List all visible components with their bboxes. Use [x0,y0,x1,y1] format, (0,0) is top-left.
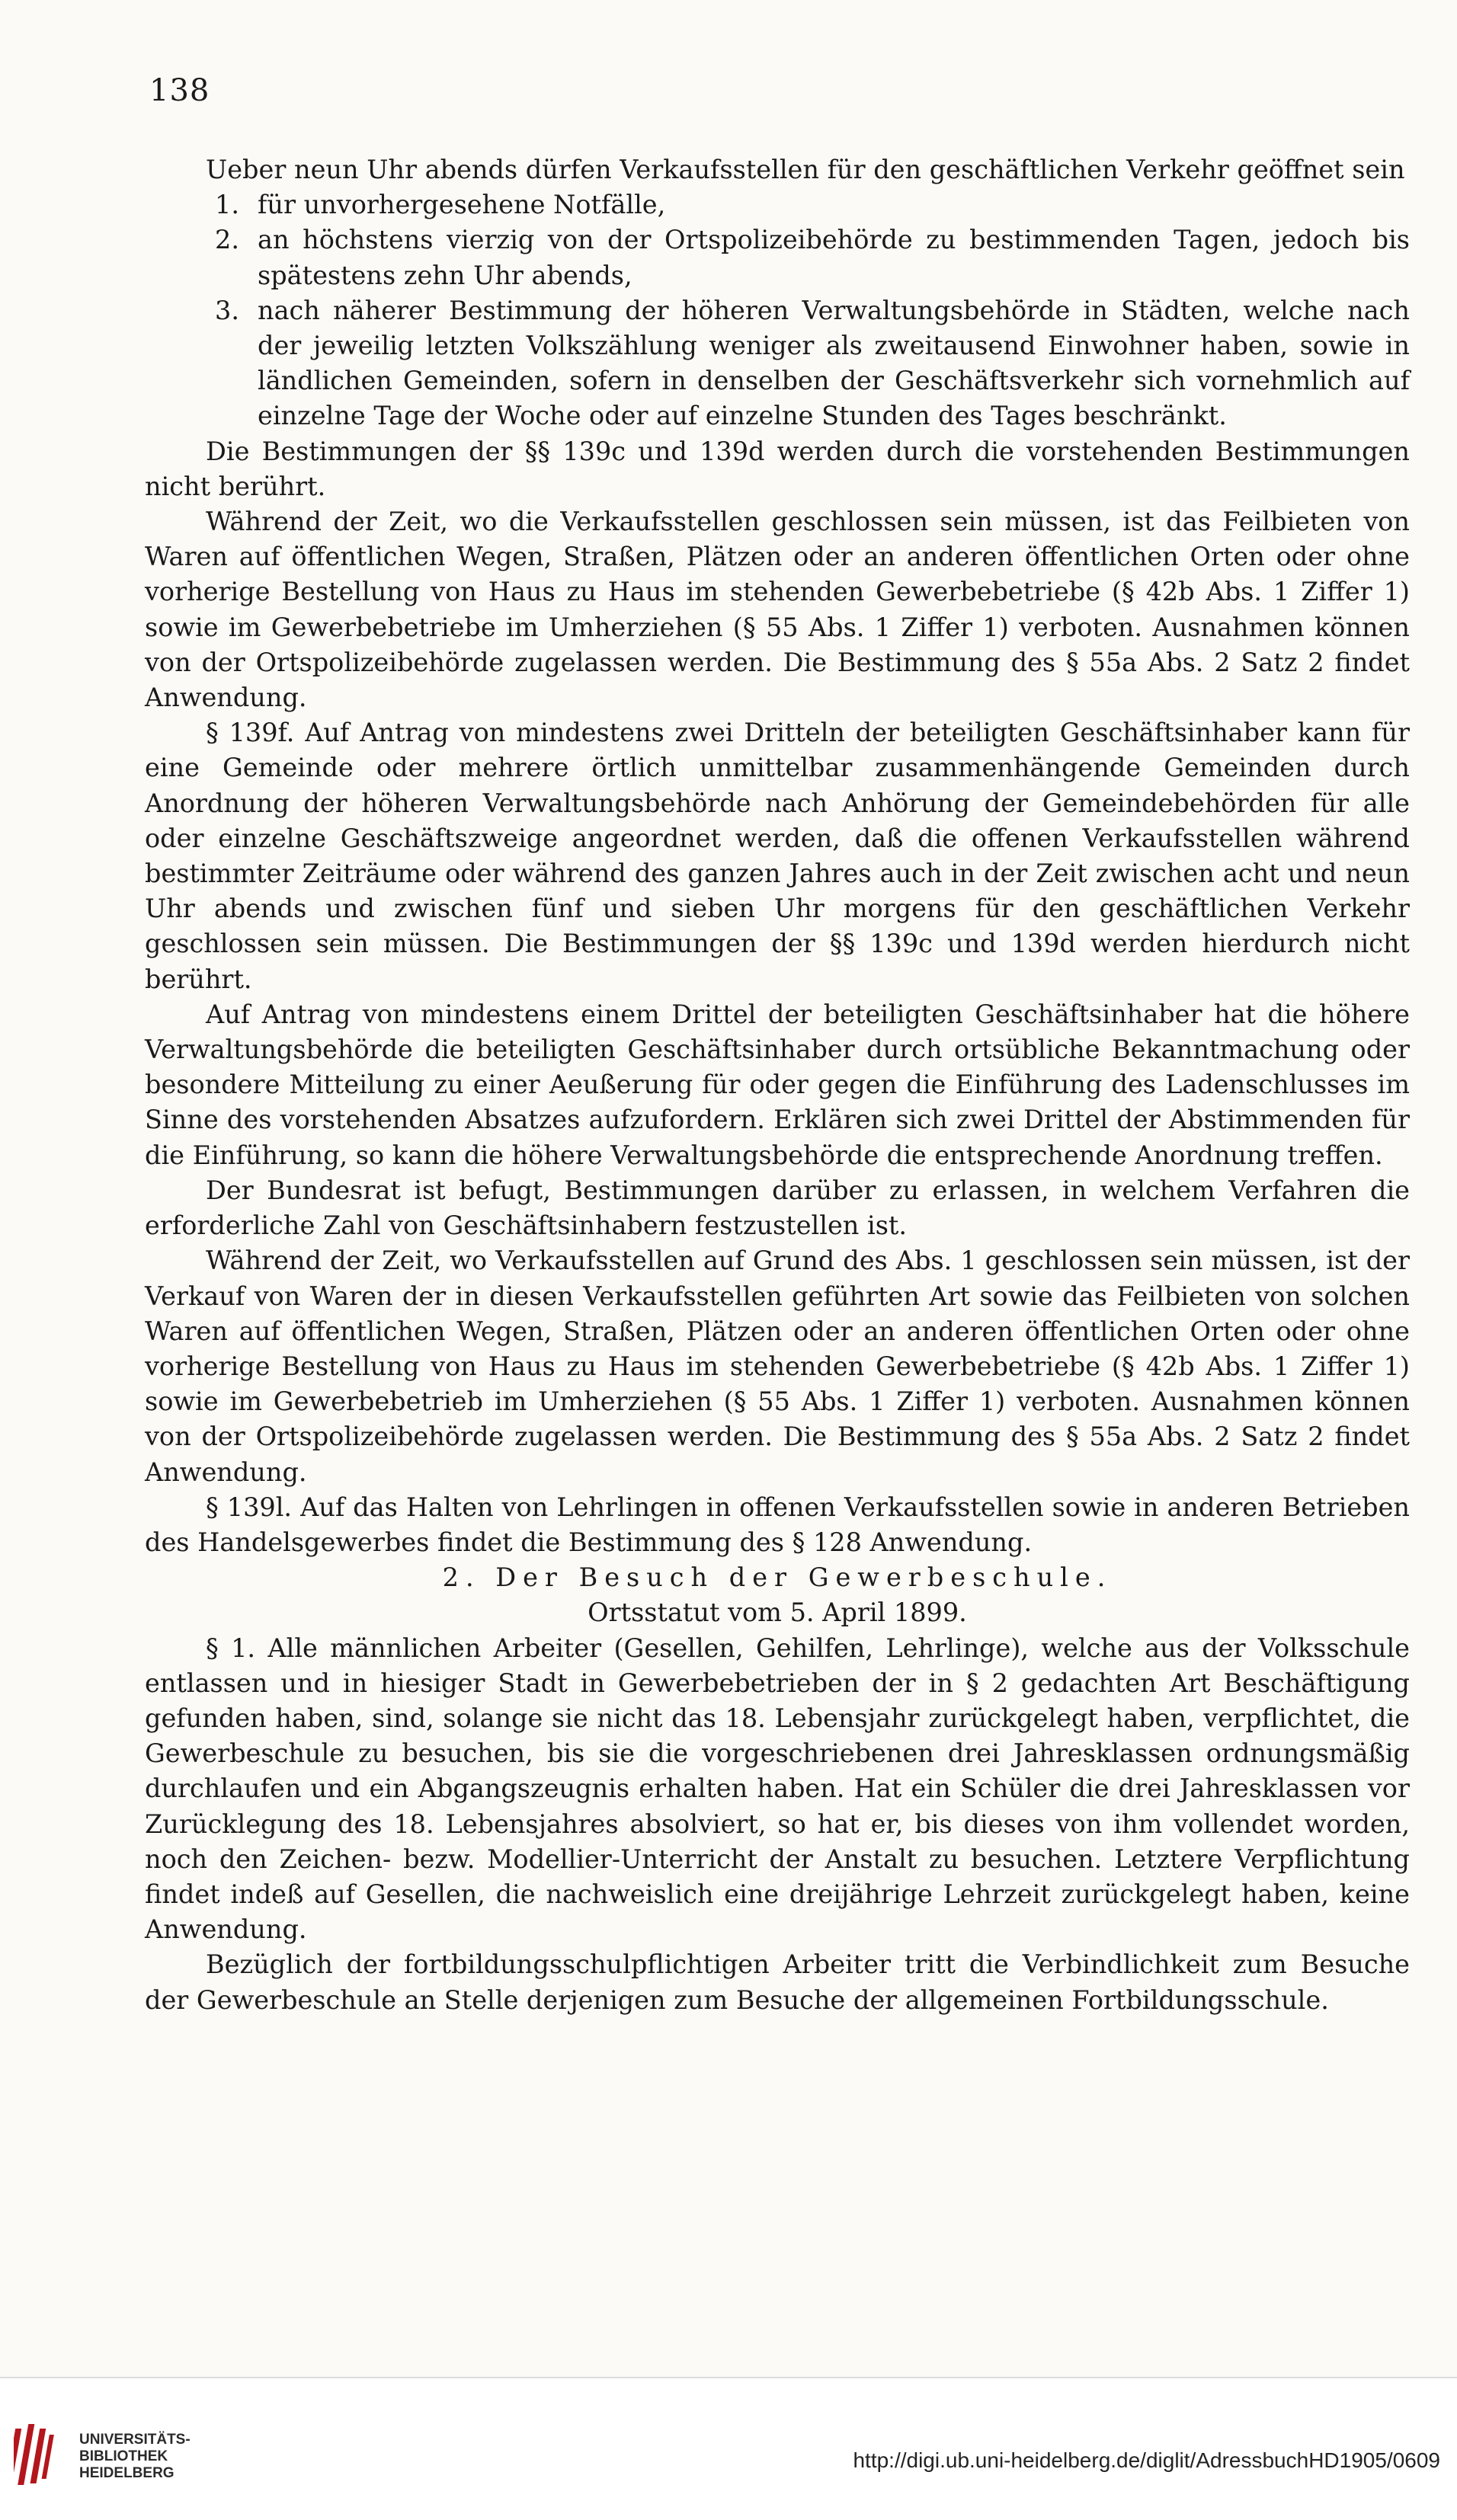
paragraph: Der Bundesrat ist befugt, Bestimmungen darüber zu erlassen, in welchem Verfahren die erforderliche Zahl von Geschäftsinhabern festzustellen ist. [145,1175,1410,1241]
library-name-line: HEIDELBERG [79,2465,175,2481]
statute-heading: Ortsstatut vom 5. April 1899. [588,1597,967,1628]
paragraph-139l: § 139l. Auf das Halten von Lehrlingen in offenen Verkaufsstellen sowie in anderen Betrieben des Handelsgewerbes findet die Bestimmung des § 128 Anwendung. [145,1492,1410,1557]
library-name-line: UNIVERSITÄTS- [79,2432,191,2448]
list-item-number: 3. [215,295,239,325]
list-item-text: nach näherer Bestimmung der höheren Verwaltungsbehörde in Städten, welche nach der jeweilig letzten Volkszählung weniger als zweitausend Einwohner haben, sowie in ländlichen Gemeinden, sofern in denselben der Geschäftsverkehr sich vornehmlich auf einzelne Tage der Woche oder auf einzelne Stunden des Tages beschränkt. [258,295,1410,431]
page-number: 138 [149,73,210,108]
digitization-footer [0,2377,1457,2520]
opening-paragraph: Ueber neun Uhr abends dürfen Verkaufsstellen für den geschäftlichen Verkehr geöffnet sein [206,155,1405,184]
library-name [79,2432,191,2482]
paragraph: Während der Zeit, wo Verkaufsstellen auf Grund des Abs. 1 geschlossen sein müssen, ist der Verkauf von Waren der in diesen Verkaufsstellen geführten Art sowie das Feilbieten von solchen Waren auf öffentlichen Wegen, Straßen, Plätzen oder an anderen öffentlichen Orten oder ohne vorherige Bestellung von Haus zu Haus im stehenden Gewerbebetriebe (§ 42b Abs. 1 Ziffer 1) sowie im Gewerbebetrieb im Umherziehen (§ 55 Abs. 1 Ziffer 1) verboten. Ausnahmen können von der Ortspolizeibehörde zugelassen werden. Die Bestimmung des § 55a Abs. 2 Satz 2 findet Anwendung. [145,1246,1410,1487]
paragraph: Bezüglich der fortbildungsschulpflichtigen Arbeiter tritt die Verbindlichkeit zum Besuche der Gewerbeschule an Stelle derjenigen zum Besuche der allgemeinen Fortbildungsschule. [145,1949,1410,2015]
paragraph: Während der Zeit, wo die Verkaufsstellen geschlossen sein müssen, ist das Feilbieten von Waren auf öffentlichen Wegen, Straßen, Plätzen oder an anderen öffentlichen Orten oder ohne vorherige Bestellung von Haus zu Haus im stehenden Gewerbebetriebe (§ 42b Abs. 1 Ziffer 1) sowie im Gewerbebetriebe im Umherziehen (§ 55 Abs. 1 Ziffer 1) verboten. Ausnahmen können von der Ortspolizeibehörde zugelassen werden. Die Bestimmung des § 55a Abs. 2 Satz 2 findet Anwendung. [145,507,1410,713]
list-item-text: für unvorhergesehene Notfälle, [258,190,666,220]
list-item-number: 2. [215,225,239,255]
paragraph-139f: § 139f. Auf Antrag von mindestens zwei Dritteln der beteiligten Geschäftsinhaber kann für eine Gemeinde oder mehrere örtlich unmittelbar zusammenhängende Gemeinden durch Anordnung der höheren Verwaltungsbehörde nach Anhörung der Gemeindebehörden für alle oder einzelne Geschäftszweige angeordnet werden, daß die offenen Verkaufsstellen während bestimmter Zeiträume oder während des ganzen Jahres auch in der Zeit zwischen acht und neun Uhr abends und zwischen fünf und sieben Uhr morgens für den geschäftlichen Verkehr geschlossen sein müssen. Die Bestimmungen der §§ 139c und 139d werden hierdurch nicht berührt. [145,718,1410,994]
paragraph: Auf Antrag von mindestens einem Drittel der beteiligten Geschäftsinhaber hat die höhere Verwaltungsbehörde die beteiligten Geschäftsinhaber durch ortsübliche Bekanntmachung oder besondere Mitteilung zu einer Aeußerung für oder gegen die Einführung des Ladenschlusses im Sinne des vorstehenden Absatzes aufzufordern. Erklären sich zwei Drittel der Abstimmenden für die Einführung, so kann die höhere Verwaltungsbehörde die entsprechende Anordnung treffen. [145,999,1410,1170]
list-item [215,222,1410,293]
library-name-line: BIBLIOTHEK [79,2448,168,2464]
list-item-text: an höchstens vierzig von der Ortspolizeibehörde zu bestimmenden Tagen, jedoch bis spätestens zehn Uhr abends, [258,225,1410,290]
list-item-number: 1. [215,190,239,220]
section-heading: 2. Der Besuch der Gewerbeschule. [442,1562,1113,1593]
heidelberg-library-logo-icon [14,2421,61,2491]
list-item [215,293,1410,434]
exception-list [145,187,1410,433]
page-text [145,152,1410,2018]
list-item [215,187,1410,222]
paragraph-statute-1: § 1. Alle männlichen Arbeiter (Gesellen, Gehilfen, Lehrlinge), welche aus der Volksschule entlassen und in hiesiger Stadt in Gewerbebetrieben der in § 2 gedachten Art Beschäftigung gefunden haben, sind, solange sie nicht das 18. Lebensjahr zurückgelegt haben, verpflichtet, die Gewerbeschule zu besuchen, bis sie die vorgeschriebenen drei Jahresklassen ordnungsmäßig durchlaufen und ein Abgangszeugnis erhalten haben. Hat ein Schüler die drei Jahresklassen vor Zurücklegung des 18. Lebensjahres absolviert, so hat er, bis dieses von ihm vollendet worden, noch den Zeichen- bezw. Modellier-Unterricht der Anstalt zu besuchen. Letztere Verpflichtung findet indeß auf Gesellen, die nachweislich eine dreijährige Lehrzeit zurückgelegt haben, keine Anwendung. [145,1633,1410,1945]
paragraph: Die Bestimmungen der §§ 139c und 139d werden durch die vorstehenden Bestimmungen nicht berührt. [145,436,1410,501]
source-url-link[interactable]: http://digi.ub.uni-heidelberg.de/diglit/AdressbuchHD1905/0609 [853,2448,1440,2472]
